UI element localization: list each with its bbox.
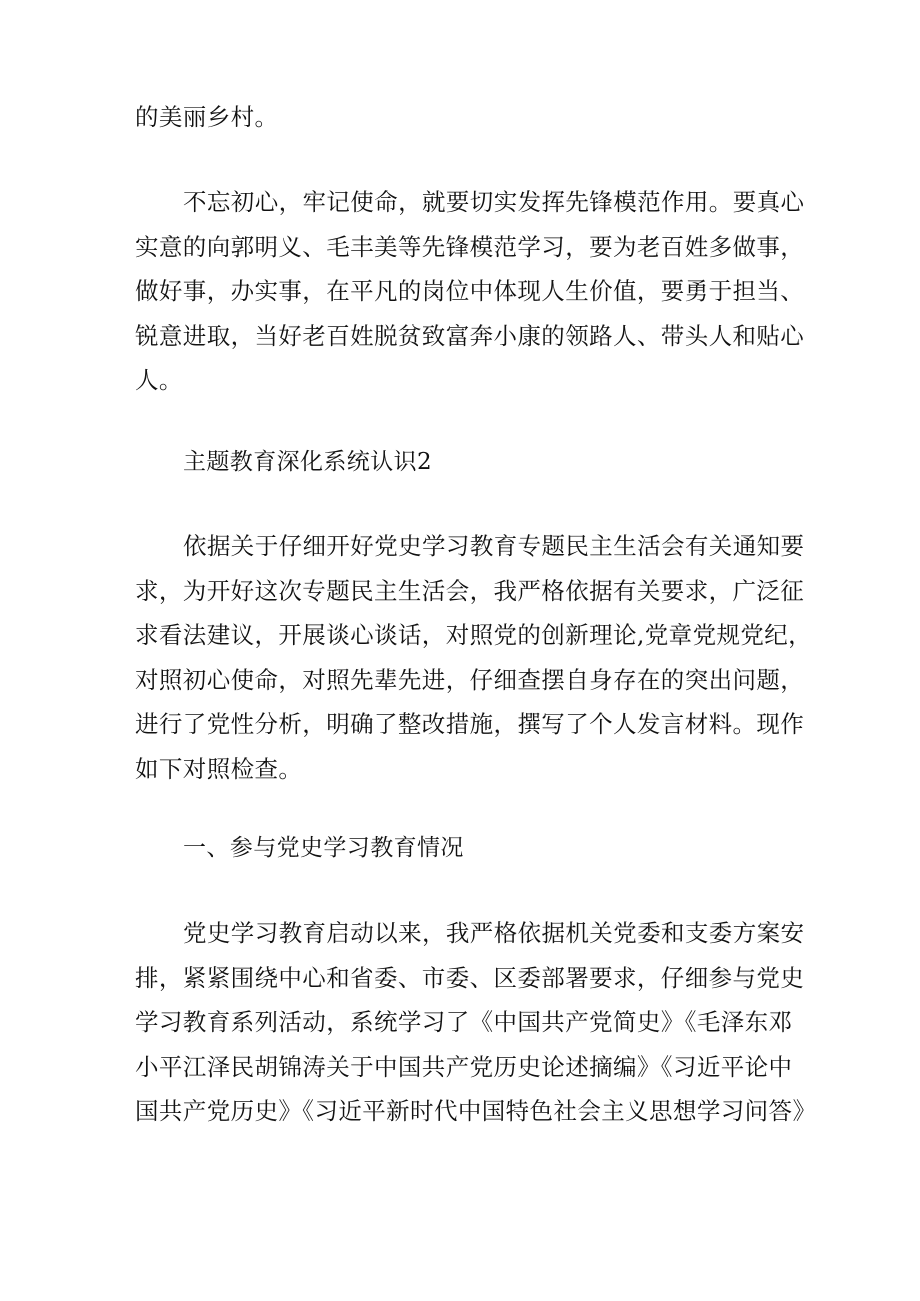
text-line: 排，紧紧围绕中心和省委、市委、区委部署要求，仔细参与党史 [135, 963, 805, 992]
paragraph-party-history-study [135, 911, 817, 1134]
text-line: 人。 [135, 366, 183, 394]
text-line: 求，为开好这次专题民主生活会，我严格依据有关要求，广泛征 [135, 576, 805, 605]
text-line: 小平江泽民胡锦涛关于中国共产党历史论述摘编》《习近平论中 [135, 1052, 793, 1081]
paragraph-initial-mission [135, 180, 805, 403]
text-line: 对照初心使命，对照先辈先进，仔细查摆自身存在的突出问题， [135, 665, 805, 694]
text-line: 不忘初心，牢记使命，就要切实发挥先锋模范作用。要真心 [183, 188, 805, 216]
text-line: 求看法建议，开展谈心谈话，对照党的创新理论,党章党规党纪， [135, 621, 813, 649]
paragraph-democratic-life-meeting [135, 524, 813, 791]
text-line: 依据关于仔细开好党史学习教育专题民主生活会有关通知要 [183, 532, 805, 560]
text-line: 国共产党历史》《习近平新时代中国特色社会主义思想学习问答》 [135, 1097, 817, 1125]
text-line: 进行了党性分析，明确了整改措施，撰写了个人发言材料。现作 [135, 710, 805, 738]
text-line: 锐意进取，当好老百姓脱贫致富奔小康的领路人、带头人和贴心 [135, 321, 805, 350]
text-line: 学习教育系列活动，系统学习了《中国共产党简史》《毛泽东邓 [135, 1008, 793, 1036]
text-line: 的美丽乡村。 [135, 103, 279, 131]
text-line: 如下对照检查。 [135, 754, 303, 783]
text-line: 党史学习教育启动以来，我严格依据机关党委和支委方案安 [183, 919, 805, 947]
text-line: 实意的向郭明义、毛丰美等先锋模范学习，要为老百姓多做事， [135, 232, 805, 261]
paragraph-continuation [135, 95, 795, 140]
section-heading-participation: 一、参与党史学习教育情况 [183, 835, 464, 861]
section-heading-theme-education: 主题教育深化系统认识2 [183, 449, 433, 475]
text-line: 做好事，办实事，在平凡的岗位中体现人生价值，要勇于担当、 [135, 277, 805, 305]
